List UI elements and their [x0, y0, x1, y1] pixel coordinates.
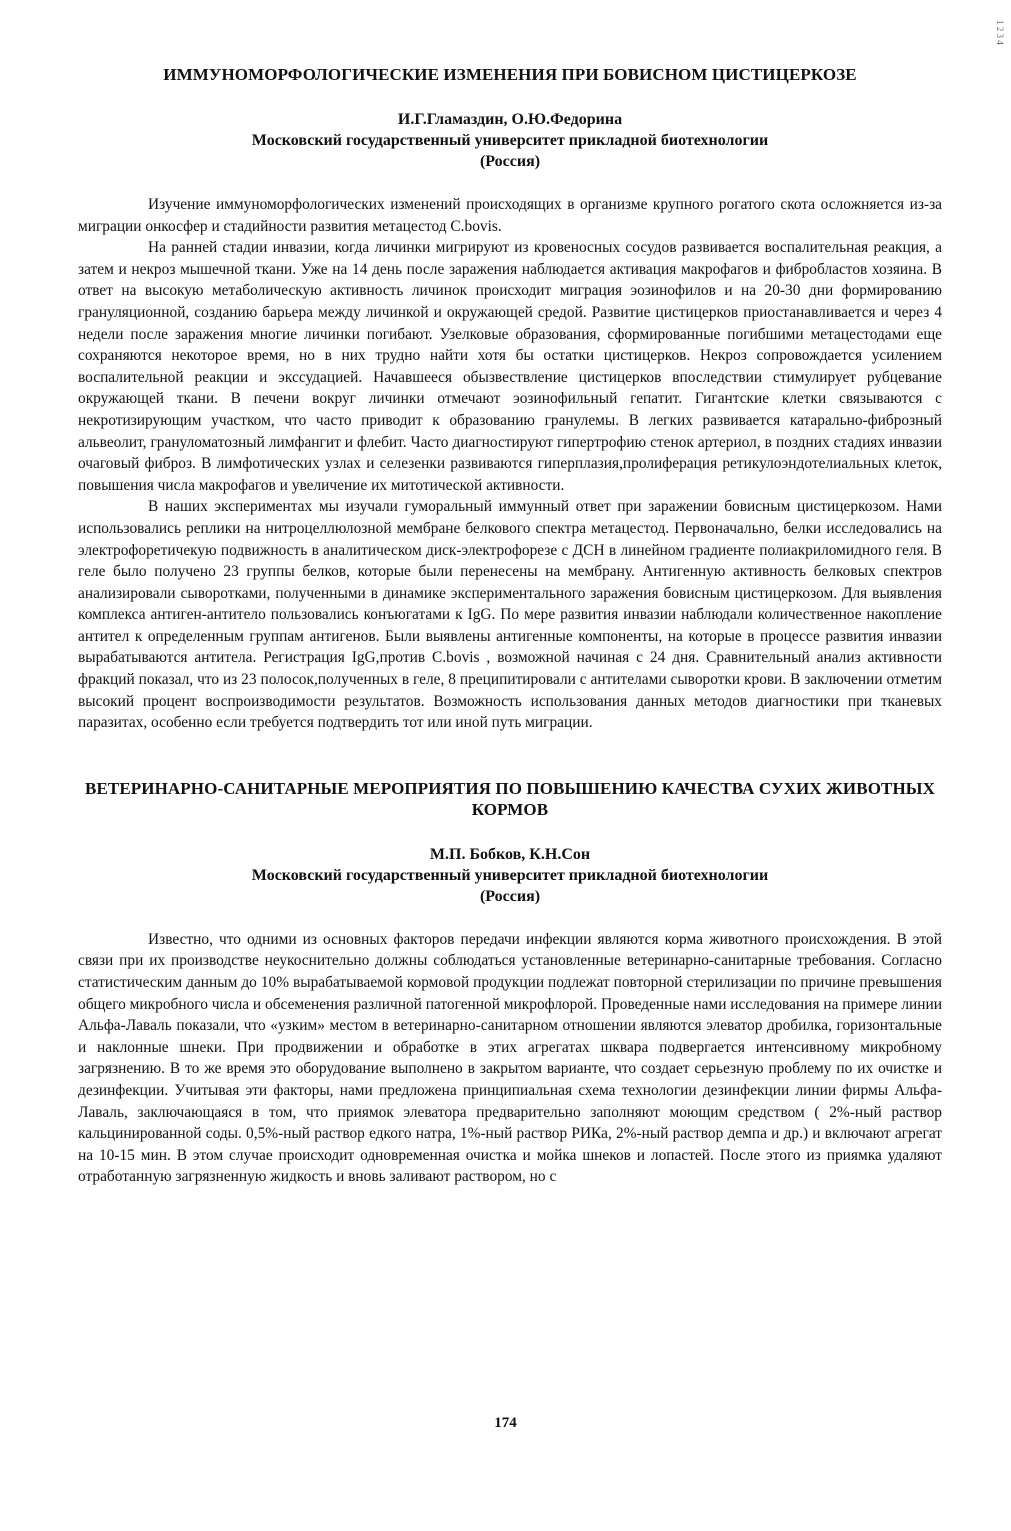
article-1-title: ИММУНОМОРФОЛОГИЧЕСКИЕ ИЗМЕНЕНИЯ ПРИ БОВИСНОМ ЦИСТИЦЕРКОЗЕ	[163, 65, 857, 84]
article-1-body	[78, 194, 942, 734]
article-2-title: ВЕТЕРИНАРНО-САНИТАРНЫЕ МЕРОПРИЯТИЯ ПО ПОВЫШЕНИЮ КАЧЕСТВА СУХИХ ЖИВОТНЫХ КОРМОВ	[85, 778, 935, 819]
paragraph: Изучение иммуноморфологических изменений происходящих в организме крупного рогатого скота осложняется из-за миграции онкосфер и стадийности развития метацестод C.bovis.	[78, 196, 942, 235]
page-number: 174	[494, 1415, 517, 1431]
article-immunomorphology	[78, 64, 942, 734]
page-content	[78, 64, 942, 1188]
margin-mark: 1 2 3 4	[995, 20, 1005, 45]
article-1-affiliation: Московский государственный университет прикладной биотехнологии	[251, 132, 769, 149]
paragraph: Известно, что одними из основных факторов передачи инфекции являются корма животного происхождения. В этой связи при их производстве неукоснительно должны соблюдаться установленные ветеринарно-санитарные требования. Согласно статистическим данным до 10% вырабатываемой кормовой продукции подлежат повторной стерилизации по причине превышения общего микробного числа и обсеменения различной патогенной микрофлорой. Проведенные нами исследования на примере линии Альфа-Лаваль показали, что «узким» местом в ветеринарно-санитарном отношении являются элеватор дробилка, горизонтальные и наклонные шнеки. При продвижении и обработке в этих агрегатах шквара подвергается интенсивному микробному загрязнению. В то же время это оборудование выполнено в закрытом варианте, что создает серьезную проблему по их очистке и дезинфекции. Учитывая эти факторы, нами предложена принципиальная схема технологии дезинфекции линии фирмы Альфа-Лаваль, заключающаяся в том, что приямок элеватора предварительно заполняют моющим средством ( 2%-ный раствор кальцинированной соды. 0,5%-ный раствор едкого натра, 1%-ный раствор РИКа, 2%-ный раствор демпа и др.) и включают агрегат на 10-15 мин. В этом случае происходит одновременная очистка и мойка шнеков и лопастей. После этого из приямка удаляют отработанную загрязненную жидкость и вновь заливают раствором, но с	[78, 930, 942, 1186]
paragraph: На ранней стадии инвазии, когда личинки мигрируют из кровеносных сосудов развивается воспалительная реакция, а затем и некроз мышечной ткани. Уже на 14 день после заражения наблюдается активация макрофагов и фибробластов хозяина. В ответ на высокую метаболическую активность личинок происходит миграция эозинофилов и на 20-30 дни формированию грануляционной, созданию барьера между личинкой и окружающей средой. Развитие цистицерков приостанавливается и через 4 недели после заражения многие личинки погибают. Узелковые образования, сформированные погибшими метацестодами еще сохраняются некоторое время, но в них трудно найти хотя бы остатки цистицерков. Некроз сопровождается усилением воспалительной реакции и экссудацией. Начавшееся обызвествление цистицерков впоследствии стимулирует рубцевание окружающей ткани. В печени вокруг личинки отмечают эозинофильный гепатит. Гигантские клетки связываются с некротизирующим участком, что часто приводит к образованию гранулемы. В легких развивается катарально-фиброзный альвеолит, грануломатозный лимфангит и флебит. Часто диагностируют гипертрофию стенок артериол, в поздних стадиях инвазии очаговый фиброз. В лимфотических узлах и селезенки развиваются гиперплазия,пролиферация ретикулоэндотелиальных клеток, повышения числа макрофагов и увеличение их митотической активности.	[78, 239, 942, 494]
article-1-country: (Россия)	[479, 153, 541, 170]
paragraph: В наших экспериментах мы изучали гуморальный иммунный ответ при заражении бовисным цистицеркозом. Нами использовались реплики на нитроцеллюлозной мембране белкового спектра метацестод. Первоначально, белки исследовались на электрофоретичекую подвижность в аналитическом диск-электрофорезе с ДСН в линейном градиенте полиакриломидного геля. В геле было получено 23 группы белков, которые были перенесены на мембрану. Антигенную активность белковых спектров анализировали сыворотками, полученными в динамике экспериментального заражения бовисным цистицеркозом. Для выявления комплекса антиген-антитело пользовались конъюгатами к IgG. По мере развития инвазии наблюдали количественное накопление антител к определенным группам антигенов. Были выявлены антигенные компоненты, на которые в процессе развития инвазии вырабатываются антитела. Регистрация IgG,против C.bovis , возможной начиная с 24 дня. Сравнительный анализ активности фракций показал, что из 23 полосок,полученных в геле, 8 преципитировали с антителами сыворотки крови. В заключении отметим высокий процент воспроизводимости результатов. Возможность использования данных методов диагностики при тканевых паразитах, особенно если требуется подтвердить тот или иной путь миграции.	[78, 498, 942, 732]
article-1-authors: И.Г.Гламаздин, О.Ю.Федорина	[397, 111, 623, 128]
article-veterinary-sanitary	[78, 778, 942, 1188]
article-2-affiliation: Московский государственный университет прикладной биотехнологии	[251, 866, 769, 884]
article-2-country: (Россия)	[479, 887, 541, 905]
article-2-authors: М.П. Бобков, К.Н.Сон	[429, 845, 591, 863]
article-2-body	[78, 929, 942, 1188]
